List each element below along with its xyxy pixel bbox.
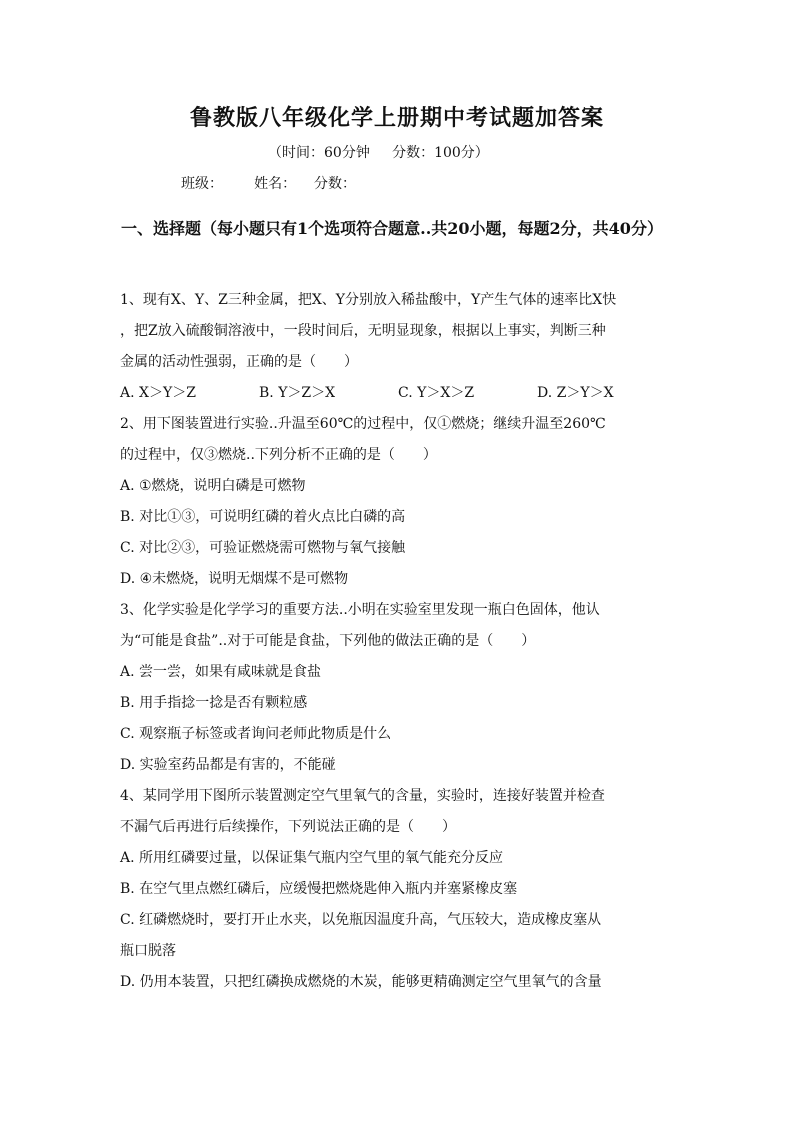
question-2-option-c: C. 对比②③，可验证燃烧需可燃物与氧气接触 (120, 540, 406, 556)
question-3 (120, 595, 680, 781)
question-2 (120, 409, 680, 595)
question-3-option-d: D. 实验室药品都是有害的，不能碰 (120, 757, 336, 773)
question-4 (120, 781, 680, 998)
exam-meta: （时间：60分钟 分数：100分） (268, 145, 489, 161)
question-1-options (120, 378, 680, 409)
question-1-line-3: 金属的活动性强弱，正确的是（ ） (120, 354, 358, 370)
questions-list (120, 285, 680, 998)
question-3-line-2: 为“可能是食盐”..对于可能是食盐，下列他的做法正确的是（ ） (120, 633, 536, 649)
question-3-option-b: B. 用手指捻一捻是否有颗粒感 (120, 695, 308, 711)
question-4-option-a: A. 所用红磷要过量，以保证集气瓶内空气里的氧气能充分反应 (120, 850, 504, 866)
question-3-line-1: 3、化学实验是化学学习的重要方法..小明在实验室里发现一瓶白色固体，他认 (120, 602, 600, 618)
question-4-line-2: 不漏气后再进行后续操作，下列说法正确的是（ ） (120, 819, 456, 835)
question-4-option-c-continued: 瓶口脱落 (120, 943, 176, 959)
question-1 (120, 285, 680, 409)
question-1-option-b: B. Y＞Z＞X (259, 385, 336, 401)
question-2-line-2: 的过程中，仅③燃烧..下列分析不正确的是（ ） (120, 447, 437, 463)
question-3-option-c: C. 观察瓶子标签或者询问老师此物质是什么 (120, 726, 392, 742)
question-3-option-a: A. 尝一尝，如果有咸味就是食盐 (120, 664, 322, 680)
question-1-option-a: A. X＞Y＞Z (120, 385, 196, 401)
question-2-line-1: 2、用下图装置进行实验..升温至60℃的过程中，仅①燃烧；继续升温至260℃ (120, 416, 606, 432)
question-4-line-1: 4、某同学用下图所示装置测定空气里氧气的含量，实验时，连接好装置并检查 (120, 788, 605, 804)
question-1-option-d: D. Z＞Y＞X (537, 385, 614, 401)
question-2-option-a: A. ①燃烧，说明白磷是可燃物 (120, 478, 306, 494)
question-4-option-d: D. 仍用本装置，只把红磷换成燃烧的木炭，能够更精确测定空气里氧气的含量 (120, 974, 602, 990)
question-1-line-1: 1、现有X、Y、Z三种金属，把X、Y分别放入稀盐酸中，Y产生气体的速率比X快 (120, 292, 617, 308)
question-1-line-2: ，把Z放入硫酸铜溶液中，一段时间后，无明显现象，根据以上事实，判断三种 (120, 323, 606, 339)
question-4-option-c: C. 红磷燃烧时，要打开止水夹，以免瓶因温度升高，气压较大，造成橡皮塞从 (120, 912, 602, 928)
page-title: 鲁教版八年级化学上册期中考试题加答案 (189, 105, 604, 131)
question-4-option-b: B. 在空气里点燃红磷后，应缓慢把燃烧匙伸入瓶内并塞紧橡皮塞 (120, 881, 518, 897)
question-2-option-d: D. ④未燃烧，说明无烟煤不是可燃物 (120, 571, 349, 587)
student-info-line: 班级： 姓名： 分数： (181, 176, 356, 192)
question-2-option-b: B. 对比①③，可说明红磷的着火点比白磷的高 (120, 509, 406, 525)
question-1-option-c: C. Y＞X＞Z (398, 385, 475, 401)
section-heading: 一、选择题（每小题只有1个选项符合题意..共20小题，每题2分，共40分） (121, 219, 663, 238)
